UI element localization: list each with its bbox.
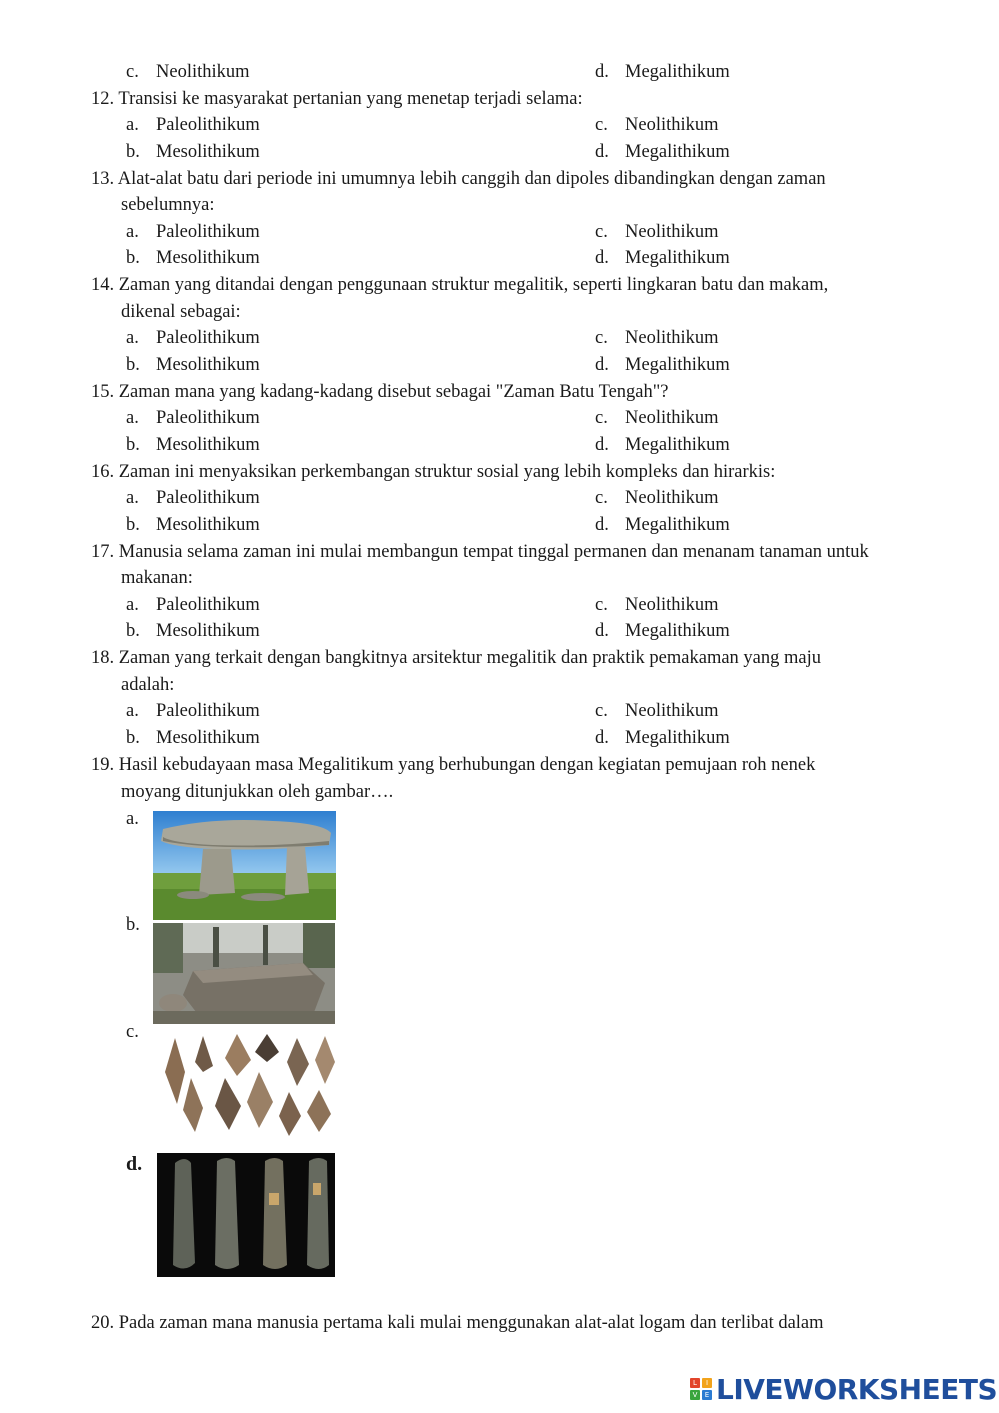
option-b[interactable]: b. Mesolithikum xyxy=(126,248,260,268)
question-17-cont: makanan: xyxy=(121,568,193,588)
image-option-d-label: d. xyxy=(126,1153,143,1175)
question-19: 19. Hasil kebudayaan masa Megalitikum yang berhubungan dengan kegiatan pemujaan roh nenek xyxy=(91,755,816,775)
question-18: 18. Zaman yang terkait dengan bangkitnya arsitektur megalitik dan praktik pemakaman yang maju xyxy=(91,648,822,668)
option-b[interactable]: b. Mesolithikum xyxy=(126,142,260,162)
question-16: 16. Zaman ini menyaksikan perkembangan struktur sosial yang lebih kompleks dan hirarkis: xyxy=(91,462,776,482)
option-d[interactable]: d. Megalithikum xyxy=(595,142,730,162)
question-12: 12. Transisi ke masyarakat pertanian yang menetap terjadi selama: xyxy=(91,89,583,109)
polished-axes-image[interactable] xyxy=(157,1153,335,1277)
option-a[interactable]: a. Paleolithikum xyxy=(126,222,260,242)
question-13-cont: sebelumnya: xyxy=(121,195,215,215)
option-d[interactable]: d. Megalithikum xyxy=(595,515,730,535)
option-b[interactable]: b. Mesolithikum xyxy=(126,728,260,748)
logo-icon: L I V E xyxy=(690,1378,712,1400)
option-d[interactable]: d. Megalithikum xyxy=(595,248,730,268)
option-a[interactable]: a. Paleolithikum xyxy=(126,328,260,348)
option-c: c. Neolithikum xyxy=(126,62,250,82)
option-b[interactable]: b. Mesolithikum xyxy=(126,515,260,535)
option-d[interactable]: d. Megalithikum xyxy=(595,621,730,641)
option-d[interactable]: d. Megalithikum xyxy=(595,355,730,375)
option-a[interactable]: a. Paleolithikum xyxy=(126,408,260,428)
option-b[interactable]: b. Mesolithikum xyxy=(126,355,260,375)
option-a[interactable]: a. Paleolithikum xyxy=(126,595,260,615)
arrowheads-image[interactable] xyxy=(155,1032,338,1140)
option-c[interactable]: c. Neolithikum xyxy=(595,328,719,348)
option-d[interactable]: d. Megalithikum xyxy=(595,435,730,455)
question-18-cont: adalah: xyxy=(121,675,175,695)
question-20: 20. Pada zaman mana manusia pertama kali mulai menggunakan alat-alat logam dan terlibat dalam xyxy=(91,1313,824,1333)
question-13: 13. Alat-alat batu dari periode ini umumnya lebih canggih dan dipoles dibandingkan dengan zaman xyxy=(91,169,826,189)
image-option-a-label: a. xyxy=(126,809,139,829)
sarcophagus-image[interactable] xyxy=(153,923,335,1024)
option-a[interactable]: a. Paleolithikum xyxy=(126,701,260,721)
option-a[interactable]: a. Paleolithikum xyxy=(126,488,260,508)
option-c[interactable]: c. Neolithikum xyxy=(595,115,719,135)
question-19-cont: moyang ditunjukkan oleh gambar…. xyxy=(121,782,394,802)
image-option-b-label: b. xyxy=(126,915,140,935)
option-c[interactable]: c. Neolithikum xyxy=(595,701,719,721)
option-b[interactable]: b. Mesolithikum xyxy=(126,435,260,455)
logo-text: LIVEWORKSHEETS xyxy=(716,1372,998,1406)
option-c[interactable]: c. Neolithikum xyxy=(595,488,719,508)
question-14-cont: dikenal sebagai: xyxy=(121,302,241,322)
liveworksheets-logo[interactable] xyxy=(690,1372,997,1406)
option-d[interactable]: d. Megalithikum xyxy=(595,728,730,748)
option-c[interactable]: c. Neolithikum xyxy=(595,408,719,428)
image-option-c-label: c. xyxy=(126,1022,139,1042)
dolmen-image[interactable] xyxy=(153,811,336,920)
question-17: 17. Manusia selama zaman ini mulai membangun tempat tinggal permanen dan menanam tanaman untuk xyxy=(91,542,869,562)
question-14: 14. Zaman yang ditandai dengan penggunaan struktur megalitik, seperti lingkaran batu dan makam, xyxy=(91,275,829,295)
option-a[interactable]: a. Paleolithikum xyxy=(126,115,260,135)
option-c[interactable]: c. Neolithikum xyxy=(595,595,719,615)
option-b[interactable]: b. Mesolithikum xyxy=(126,621,260,641)
option-c[interactable]: c. Neolithikum xyxy=(595,222,719,242)
question-15: 15. Zaman mana yang kadang-kadang disebut sebagai "Zaman Batu Tengah"? xyxy=(91,382,669,402)
option-d: d. Megalithikum xyxy=(595,62,730,82)
